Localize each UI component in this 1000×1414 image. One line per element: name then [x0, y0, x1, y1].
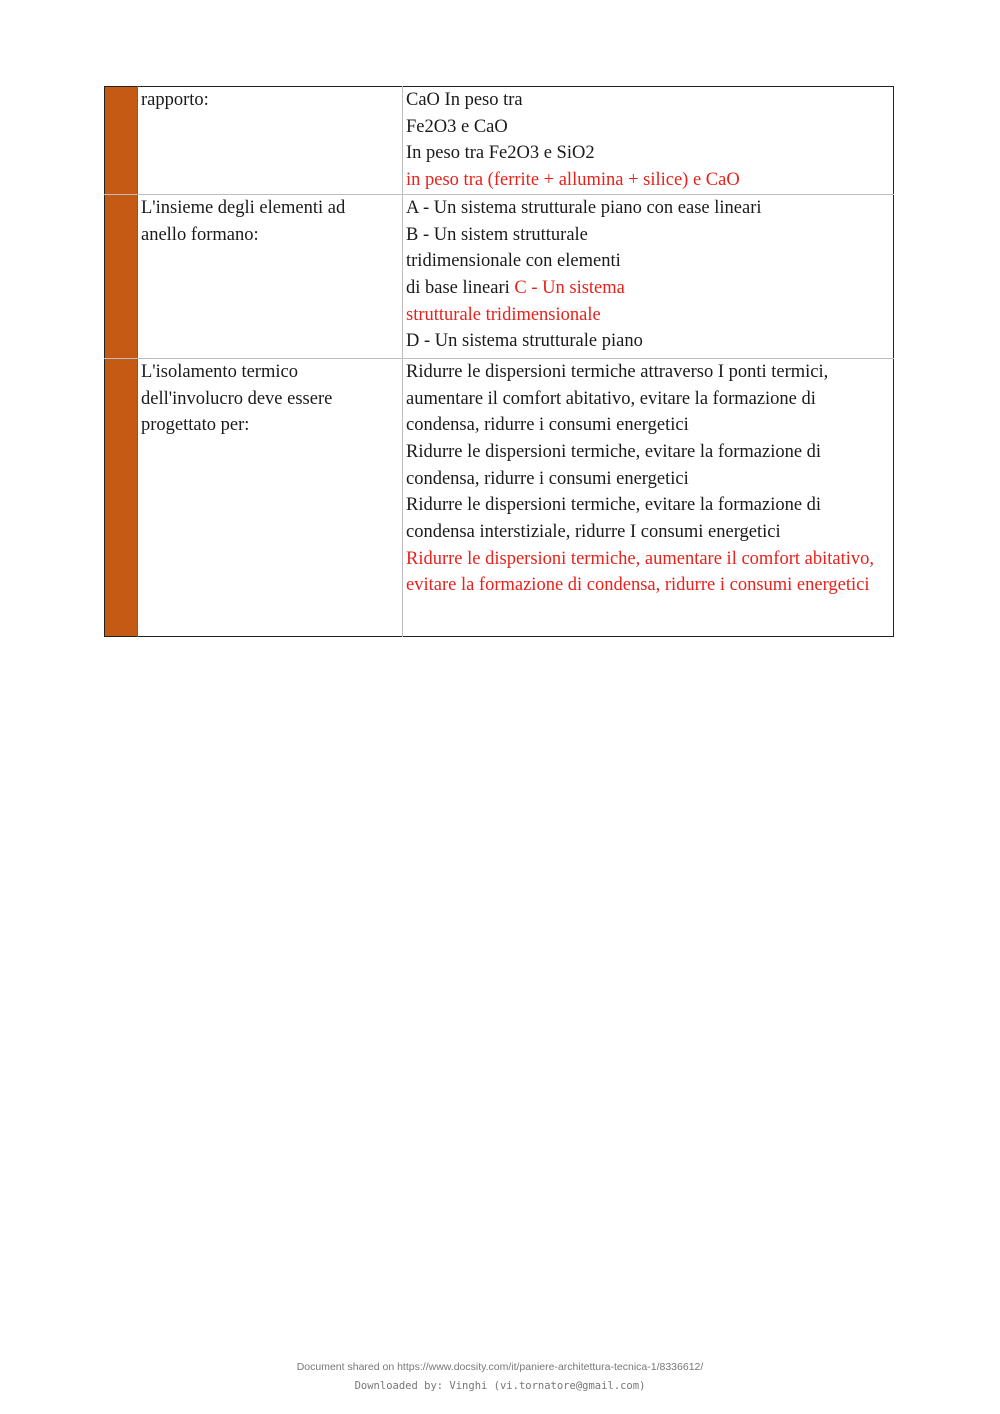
- question-cell: [138, 358, 403, 636]
- answers-cell: [403, 87, 894, 195]
- table-row: [105, 87, 894, 195]
- question-text: L'insieme degli elementi ad anello formano:: [141, 197, 346, 245]
- correct-answer-continuation: strutturale tridimensionale: [406, 304, 601, 325]
- answers-cell: [403, 358, 894, 636]
- row-marker: [105, 358, 138, 636]
- question-cell: [138, 87, 403, 195]
- question-cell: [138, 194, 403, 358]
- answer-option-line: [406, 275, 889, 302]
- correct-answer-option: in peso tra (ferrite + allumina + silice) e CaO: [406, 170, 740, 191]
- answer-option: Fe2O3 e CaO: [406, 116, 508, 137]
- table-row: [105, 194, 894, 358]
- row-marker: [105, 194, 138, 358]
- correct-answer-option: Ridurre le dispersioni termiche, aumentare il comfort abitativo, evitare la formazione di condensa, ridurre i consumi energetici: [406, 548, 875, 596]
- answer-option-continuation: di base lineari: [406, 277, 510, 298]
- question-text: rapporto:: [141, 90, 209, 110]
- answer-option: Ridurre le dispersioni termiche attraverso I ponti termici, aumentare il comfort abitativo, evitare la formazione di condensa, ridurre i consumi energetici: [406, 361, 829, 436]
- answer-option: Ridurre le dispersioni termiche, evitare la formazione di condensa interstiziale, ridurre I consumi energetici: [406, 495, 822, 543]
- answer-option: B - Un sistem strutturale: [406, 224, 588, 245]
- answer-option: CaO In peso tra: [406, 90, 523, 110]
- quiz-table: [104, 86, 894, 637]
- question-text: L'isolamento termico dell'involucro deve essere progettato per:: [141, 361, 333, 436]
- footer-downloaded-note: Downloaded by: Vinghi (vi.tornatore@gmail.com): [354, 1380, 646, 1392]
- answer-option: In peso tra Fe2O3 e SiO2: [406, 143, 595, 164]
- answer-option: D - Un sistema strutturale piano: [406, 331, 643, 352]
- table-row: [105, 358, 894, 636]
- answer-option-continuation: tridimensionale con elementi: [406, 251, 621, 272]
- answer-option: Ridurre le dispersioni termiche, evitare la formazione di condensa, ridurre i consumi energetici: [406, 441, 822, 489]
- footer-shared-note: Document shared on https://www.docsity.com/it/paniere-architettura-tecnica-1/8336612/: [296, 1361, 704, 1373]
- answer-option: A - Un sistema strutturale piano con ease lineari: [406, 197, 762, 218]
- correct-answer-option: C - Un sistema: [514, 277, 625, 298]
- row-marker: [105, 87, 138, 195]
- answers-cell: [403, 194, 894, 358]
